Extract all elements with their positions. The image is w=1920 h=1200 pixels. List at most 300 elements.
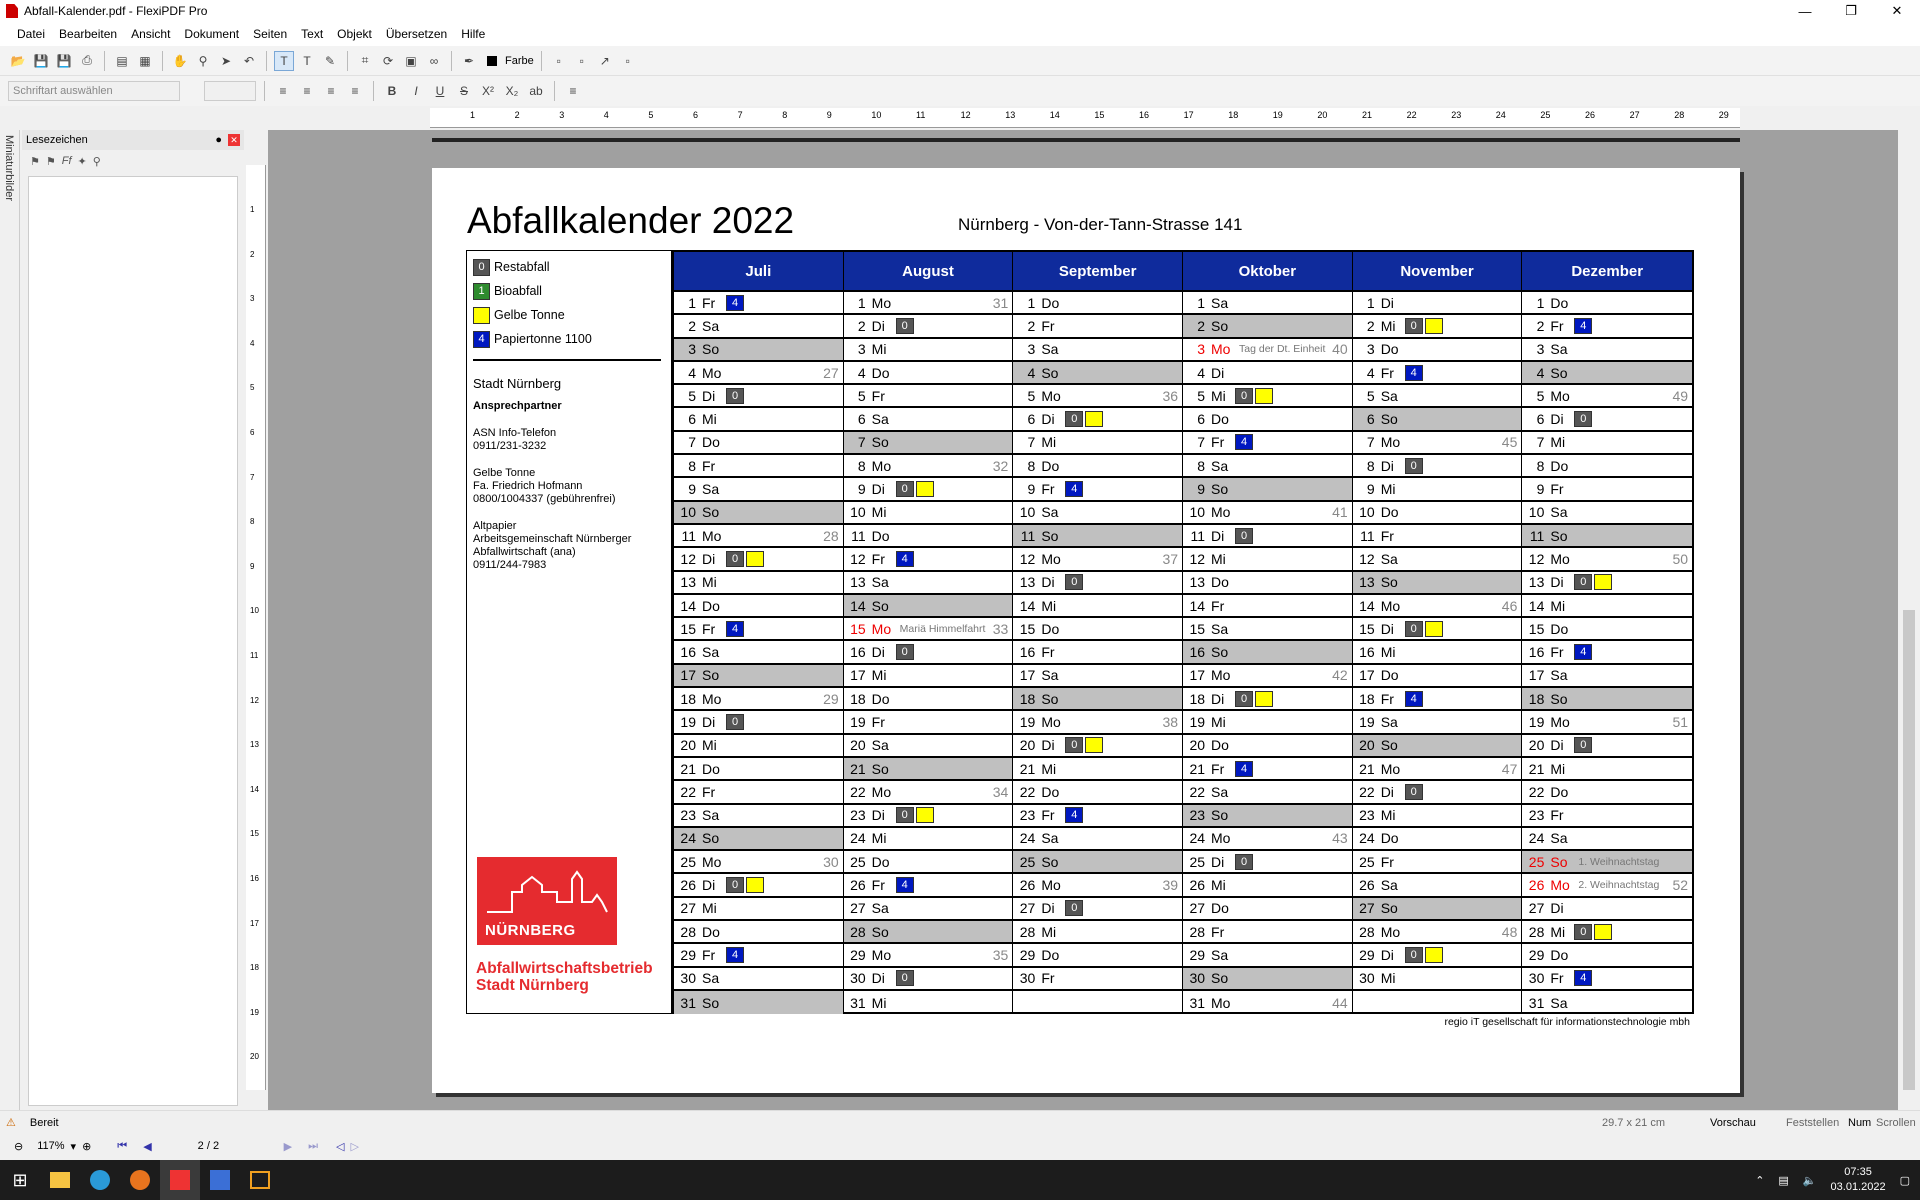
align-right-icon[interactable]: ≡	[327, 84, 335, 98]
day-row	[1522, 665, 1692, 688]
day-number: 9	[688, 481, 696, 498]
list-icon[interactable]: ≡	[569, 84, 577, 98]
ruler-tick: 1	[470, 110, 476, 120]
day-number: 21	[1359, 760, 1375, 777]
day-number: 21	[850, 760, 866, 777]
day-row	[1522, 595, 1692, 618]
status-bar	[0, 1110, 1920, 1134]
align-left-icon[interactable]: ≡	[279, 84, 287, 98]
color-label[interactable]: Farbe	[505, 54, 534, 67]
text-tool-icon[interactable]: T	[274, 51, 294, 71]
menu-bearbeiten[interactable]: Bearbeiten	[59, 27, 118, 41]
day-row	[844, 502, 1013, 525]
restabfall-badge: 0	[1235, 691, 1253, 707]
notifications-icon[interactable]: ▢	[1899, 1174, 1910, 1187]
weekday: Mo	[871, 620, 892, 637]
day-number: 13	[850, 574, 866, 591]
day-row	[1522, 572, 1692, 595]
day-row	[1183, 315, 1352, 338]
day-number: 7	[1197, 434, 1206, 451]
window-app-icon[interactable]	[240, 1160, 280, 1200]
toolbar-separator	[373, 81, 374, 101]
day-number: 1	[1366, 294, 1375, 311]
day-row	[1013, 711, 1182, 734]
gelbe-tonne-badge	[746, 877, 764, 893]
main-toolbar	[0, 46, 1920, 76]
forward-icon[interactable]: ▷	[350, 1140, 359, 1153]
weekday: Mo	[1211, 830, 1231, 847]
italic-icon[interactable]: I	[414, 84, 418, 98]
restabfall-badge: 0	[1405, 621, 1423, 637]
weekday: Di	[1041, 411, 1055, 428]
day-row	[1183, 758, 1352, 781]
clock[interactable]	[1831, 1165, 1886, 1195]
close-button[interactable]: ✕	[1891, 3, 1903, 18]
week-number: 38	[1162, 713, 1179, 730]
superscript-icon[interactable]: X²	[482, 84, 494, 98]
weekday: So	[1211, 807, 1229, 824]
day-number: 10	[680, 504, 696, 521]
contact-line: Altpapier	[473, 520, 517, 532]
menu-datei[interactable]: Datei	[17, 27, 46, 41]
weekday: Di	[1380, 457, 1394, 474]
day-row	[1013, 781, 1182, 804]
strikethrough-icon[interactable]: S	[459, 84, 468, 98]
link-icon[interactable]: ∞	[429, 53, 439, 68]
font-select[interactable]: Schriftart auswählen	[8, 81, 180, 101]
day-row	[1353, 688, 1522, 711]
legend-item	[467, 327, 671, 351]
restabfall-badge: 0	[1574, 924, 1592, 940]
windows-start-icon[interactable]: ⊞	[12, 1169, 28, 1190]
ruler-tick: 11	[250, 651, 259, 660]
day-number: 28	[1019, 923, 1036, 940]
day-row	[674, 478, 843, 501]
weekday: Mo	[871, 294, 892, 311]
day-row	[1183, 735, 1352, 758]
weekday: Sa	[1041, 667, 1059, 684]
week-number: 43	[1332, 830, 1348, 847]
papiertonne-badge: 4	[1065, 481, 1083, 497]
highlight-icon[interactable]: ab	[529, 84, 543, 98]
contact-line: ASN Info-Telefon	[473, 427, 557, 439]
week-number: 35	[992, 946, 1009, 963]
day-number: 13	[680, 574, 696, 591]
day-row	[1522, 828, 1692, 851]
ruler-tick: 28	[1674, 110, 1685, 120]
day-row	[844, 315, 1013, 338]
save-icon[interactable]: 💾	[33, 53, 49, 68]
day-number: 23	[1359, 807, 1375, 824]
save-app-icon[interactable]	[200, 1160, 240, 1200]
day-number: 27	[1359, 900, 1375, 917]
day-number: 30	[1189, 970, 1206, 987]
menu-seiten[interactable]: Seiten	[253, 27, 288, 41]
day-row	[1353, 874, 1522, 897]
week-number: 32	[992, 457, 1009, 474]
day-number: 22	[1528, 783, 1545, 800]
thumbnails-tab[interactable]	[0, 130, 20, 1110]
ruler-tick: 20	[1317, 110, 1328, 120]
ruler-tick: 2	[250, 249, 255, 259]
prev-page-icon[interactable]: ◀	[143, 1140, 152, 1153]
delete-page-icon[interactable]: ▫	[625, 53, 630, 68]
ruler-tick: 6	[693, 110, 699, 120]
restabfall-badge: 0	[1405, 784, 1423, 800]
day-number: 21	[1528, 760, 1545, 777]
day-number: 20	[1359, 737, 1375, 754]
page-icon[interactable]: ▫	[556, 53, 561, 68]
day-number: 1	[1536, 294, 1545, 311]
papiertonne-badge: 4	[1235, 434, 1253, 450]
weekday: Mo	[871, 457, 892, 474]
day-row	[844, 968, 1013, 991]
volume-icon[interactable]: 🔈	[1802, 1174, 1817, 1187]
day-number: 12	[1528, 550, 1545, 567]
weekday: Di	[1041, 737, 1055, 754]
day-number: 25	[1528, 853, 1545, 870]
select-icon[interactable]: ➤	[220, 53, 232, 68]
ruler-tick: 15	[1094, 110, 1105, 120]
day-number: 7	[1366, 434, 1375, 451]
weekday: Fr	[1211, 923, 1225, 940]
day-row	[674, 595, 843, 618]
ruler-tick: 7	[250, 472, 255, 482]
chevron-up-icon[interactable]: ⌃	[1755, 1174, 1765, 1187]
scroll-thumb[interactable]	[1903, 610, 1915, 1090]
weekday: Fr	[871, 387, 885, 404]
day-row	[1013, 641, 1182, 664]
day-number: 10	[1019, 504, 1036, 521]
day-number: 12	[1019, 550, 1036, 567]
add-bookmark-icon[interactable]: ⚑	[30, 155, 40, 168]
day-row	[1353, 805, 1522, 828]
day-number: 16	[850, 644, 866, 661]
month-header: September	[1013, 252, 1182, 292]
day-row	[1013, 688, 1182, 711]
day-number: 19	[1019, 713, 1036, 730]
taskbar	[0, 1160, 1920, 1200]
day-number: 24	[1528, 830, 1545, 847]
flexipdf-icon[interactable]	[160, 1160, 200, 1200]
day-row	[1353, 735, 1522, 758]
ruler-tick: 18	[250, 963, 259, 973]
calendar-grid	[672, 250, 1694, 1014]
edge-icon[interactable]	[80, 1160, 120, 1200]
zoom-out-icon[interactable]: ⊖	[14, 1140, 24, 1153]
day-number: 19	[680, 713, 696, 730]
weekday: Do	[1211, 900, 1229, 917]
weekday: Do	[702, 760, 720, 777]
day-row	[1353, 385, 1522, 408]
day-number: 11	[681, 527, 696, 544]
weekday: Do	[1211, 737, 1229, 754]
first-page-icon[interactable]: ⏮	[117, 1139, 128, 1152]
underline-icon[interactable]: U	[435, 84, 445, 98]
page-size: 29.7 x 21 cm	[1602, 1116, 1665, 1129]
weekday: Do	[1380, 667, 1399, 684]
subscript-icon[interactable]: X₂	[505, 84, 519, 98]
day-row	[1522, 688, 1692, 711]
undo-icon[interactable]: ↶	[243, 53, 255, 68]
format-paint-icon[interactable]: ✎	[324, 53, 336, 68]
day-number: 17	[1528, 667, 1545, 684]
weekday: Di	[702, 387, 716, 404]
ruler-tick: 8	[250, 517, 255, 527]
day-row	[1522, 758, 1692, 781]
weekday: Fr	[1380, 853, 1394, 870]
hand-icon[interactable]: ✋	[172, 53, 188, 68]
day-row	[1522, 408, 1692, 431]
weekday: Fr	[702, 294, 716, 311]
day-row	[1013, 502, 1182, 525]
day-number: 8	[857, 457, 866, 474]
justify-icon[interactable]: ≡	[351, 84, 359, 98]
day-row	[844, 991, 1013, 1014]
ruler-tick: 9	[250, 561, 255, 571]
eyedropper-icon[interactable]: ✒	[463, 53, 475, 68]
day-number: 3	[857, 341, 866, 358]
restabfall-badge: 0	[896, 481, 914, 497]
bookmarks-list[interactable]	[28, 176, 238, 1106]
day-number: 25	[680, 853, 696, 870]
day-row	[1013, 921, 1182, 944]
ruler-tick: 18	[1228, 110, 1239, 120]
explorer-icon[interactable]	[40, 1160, 80, 1200]
day-row	[674, 665, 843, 688]
camera-icon[interactable]: ▣	[405, 53, 417, 68]
text-insert-icon[interactable]: T	[303, 53, 311, 68]
day-row	[674, 944, 843, 967]
day-number: 31	[850, 994, 866, 1011]
menu-objekt[interactable]: Objekt	[337, 27, 372, 41]
day-number: 5	[688, 387, 696, 404]
view-mode-icon[interactable]: ▦	[139, 53, 151, 68]
day-row	[1013, 618, 1182, 641]
day-row	[844, 525, 1013, 548]
day-row	[1522, 851, 1692, 874]
weekday: Sa	[871, 411, 889, 428]
print-icon[interactable]: ⎙	[82, 53, 92, 67]
window-title: Abfall-Kalender.pdf - FlexiPDF Pro	[24, 4, 208, 18]
day-row	[1183, 525, 1352, 548]
save-all-icon[interactable]: 💾	[56, 53, 72, 68]
weekday: Mo	[1211, 667, 1231, 684]
restabfall-badge: 0	[1405, 318, 1423, 334]
day-number: 4	[1536, 364, 1545, 381]
remove-bookmark-icon[interactable]: ⚑	[45, 155, 56, 168]
weekday: Di	[1550, 574, 1564, 591]
pin-icon[interactable]: ●	[215, 134, 222, 146]
weekday: Fr	[1550, 807, 1564, 824]
weekday: Mo	[1380, 760, 1401, 777]
zoom-in-icon[interactable]: ⊕	[82, 1140, 92, 1153]
zoom-value[interactable]: 117%	[37, 1140, 65, 1152]
week-number: 28	[823, 527, 839, 544]
day-number: 25	[1019, 853, 1036, 870]
day-row	[1353, 711, 1522, 734]
new-page-icon[interactable]: ▫	[579, 53, 584, 68]
day-number: 27	[680, 900, 696, 917]
menu-text[interactable]: Text	[301, 27, 324, 41]
weekday: Fr	[1041, 317, 1055, 334]
weekday: Fr	[1041, 481, 1055, 498]
layout-icon[interactable]: ▤	[116, 53, 128, 68]
weekday: Mo	[1211, 341, 1231, 358]
crop-icon[interactable]: ⌗	[361, 53, 369, 67]
export-icon[interactable]: ↗	[599, 53, 610, 68]
weekday: Do	[702, 923, 720, 940]
vertical-scrollbar[interactable]	[1898, 130, 1920, 1110]
day-row	[844, 851, 1013, 874]
restabfall-badge: 0	[1574, 411, 1592, 427]
ruler-tick: 20	[250, 1052, 259, 1062]
weekday: Di	[871, 481, 885, 498]
search-icon[interactable]: ⚲	[92, 155, 101, 168]
weekday: Fr	[702, 620, 716, 637]
papiertonne-badge: 4	[726, 295, 744, 311]
last-page-icon[interactable]: ⏭	[308, 1139, 319, 1152]
day-number: 20	[850, 737, 866, 754]
color-swatch-icon[interactable]	[482, 51, 502, 71]
weekday: So	[702, 341, 720, 358]
menu-dokument[interactable]: Dokument	[184, 27, 240, 41]
day-row	[844, 921, 1013, 944]
restabfall-badge: 0	[896, 807, 914, 823]
weekday: Sa	[871, 574, 889, 591]
gelbe-tonne-badge	[1255, 691, 1273, 707]
legend-swatch	[473, 307, 490, 324]
day-number: 27	[1528, 900, 1545, 917]
weekday: Sa	[702, 481, 720, 498]
back-icon[interactable]: ◁	[336, 1140, 345, 1153]
gelbe-tonne-badge	[1425, 621, 1443, 637]
previous-page-edge	[432, 138, 1740, 142]
rotate-icon[interactable]: ⟳	[382, 53, 394, 68]
day-number: 28	[850, 923, 866, 940]
legend-item	[467, 303, 671, 327]
org-line: Stadt Nürnberg	[476, 977, 589, 994]
menu-hilfe[interactable]: Hilfe	[461, 27, 486, 41]
weekday: Di	[1380, 620, 1394, 637]
weekday: So	[702, 994, 720, 1011]
gelbe-tonne-badge	[916, 807, 934, 823]
month-column	[1353, 252, 1523, 1012]
day-row	[1013, 432, 1182, 455]
align-center-icon[interactable]: ≡	[303, 84, 311, 98]
page-indicator[interactable]: 2 / 2	[197, 1140, 220, 1152]
status-text: Bereit	[29, 1116, 59, 1129]
firefox-icon[interactable]	[120, 1160, 160, 1200]
day-row	[1013, 595, 1182, 618]
weekday: Do	[1211, 411, 1229, 428]
weekday: So	[1211, 317, 1229, 334]
day-row	[674, 572, 843, 595]
day-row	[1013, 408, 1182, 431]
week-number: 33	[992, 620, 1009, 637]
weekday: Sa	[1550, 341, 1568, 358]
weekday: Mi	[1380, 481, 1396, 498]
day-number: 19	[850, 713, 866, 730]
ruler-tick: 4	[250, 338, 255, 348]
network-icon[interactable]: ▤	[1778, 1174, 1789, 1187]
weekday: Sa	[1550, 667, 1568, 684]
day-row	[674, 339, 843, 362]
zoom-icon[interactable]: ⚲	[198, 53, 208, 68]
minimize-button[interactable]: —	[1798, 3, 1812, 19]
day-number: 18	[1528, 690, 1545, 707]
weekday: Do	[1550, 946, 1569, 963]
weekday: Di	[1211, 690, 1225, 707]
holiday-label: 2. Weihnachtstag	[1578, 879, 1660, 892]
day-number: 4	[688, 364, 696, 381]
menu-uebersetzen[interactable]: Übersetzen	[385, 27, 448, 41]
day-row	[844, 572, 1013, 595]
week-number: 39	[1162, 877, 1179, 894]
day-number: 28	[1189, 923, 1206, 940]
day-row	[1353, 991, 1522, 1014]
day-row	[1353, 432, 1522, 455]
day-row	[1353, 502, 1522, 525]
open-icon[interactable]: 📂	[10, 53, 26, 68]
panel-close-icon[interactable]: ✕	[228, 134, 240, 146]
weekday: Do	[702, 597, 720, 614]
weekday: So	[871, 434, 889, 451]
day-row	[844, 944, 1013, 967]
caps-indicator: Feststellen	[1786, 1116, 1840, 1129]
day-number: 20	[680, 737, 696, 754]
day-row	[1353, 898, 1522, 921]
month-column	[1183, 252, 1353, 1012]
day-row	[844, 735, 1013, 758]
day-row	[1353, 921, 1522, 944]
restore-button[interactable]: ❐	[1845, 3, 1857, 18]
restabfall-badge: 0	[1574, 737, 1592, 753]
weekday: Mo	[1380, 923, 1401, 940]
bookmarks-title: Lesezeichen	[26, 134, 88, 146]
ruler-tick: 19	[1272, 110, 1283, 120]
weekday: Do	[1380, 341, 1399, 358]
day-row	[1183, 362, 1352, 385]
weekday: Di	[1550, 900, 1564, 917]
legend-swatch: 4	[473, 331, 490, 348]
week-number: 49	[1672, 387, 1689, 404]
day-number: 8	[1366, 457, 1375, 474]
font-size-select[interactable]	[204, 81, 256, 101]
menu-ansicht[interactable]: Ansicht	[131, 27, 171, 41]
day-row	[1522, 898, 1692, 921]
weekday: Fr	[1041, 807, 1055, 824]
day-number: 10	[1189, 504, 1206, 521]
weekday: Fr	[1550, 481, 1564, 498]
day-row	[844, 455, 1013, 478]
restabfall-badge: 0	[1235, 388, 1253, 404]
day-row	[1013, 292, 1182, 315]
day-number: 17	[1359, 667, 1375, 684]
day-row	[674, 758, 843, 781]
legend-swatch: 0	[473, 259, 490, 276]
next-page-icon[interactable]: ▶	[283, 1140, 293, 1153]
weekday: So	[702, 667, 720, 684]
weekday: Sa	[1211, 783, 1229, 800]
legend-label: Gelbe Tonne	[494, 308, 565, 322]
wand-icon[interactable]: ✦	[77, 155, 87, 168]
chevron-down-icon[interactable]: ▾	[70, 1140, 77, 1153]
format-toolbar	[0, 76, 1920, 106]
week-number: 31	[992, 294, 1009, 311]
font-style-icon[interactable]: Ff	[61, 155, 72, 167]
bold-icon[interactable]: B	[387, 84, 397, 98]
